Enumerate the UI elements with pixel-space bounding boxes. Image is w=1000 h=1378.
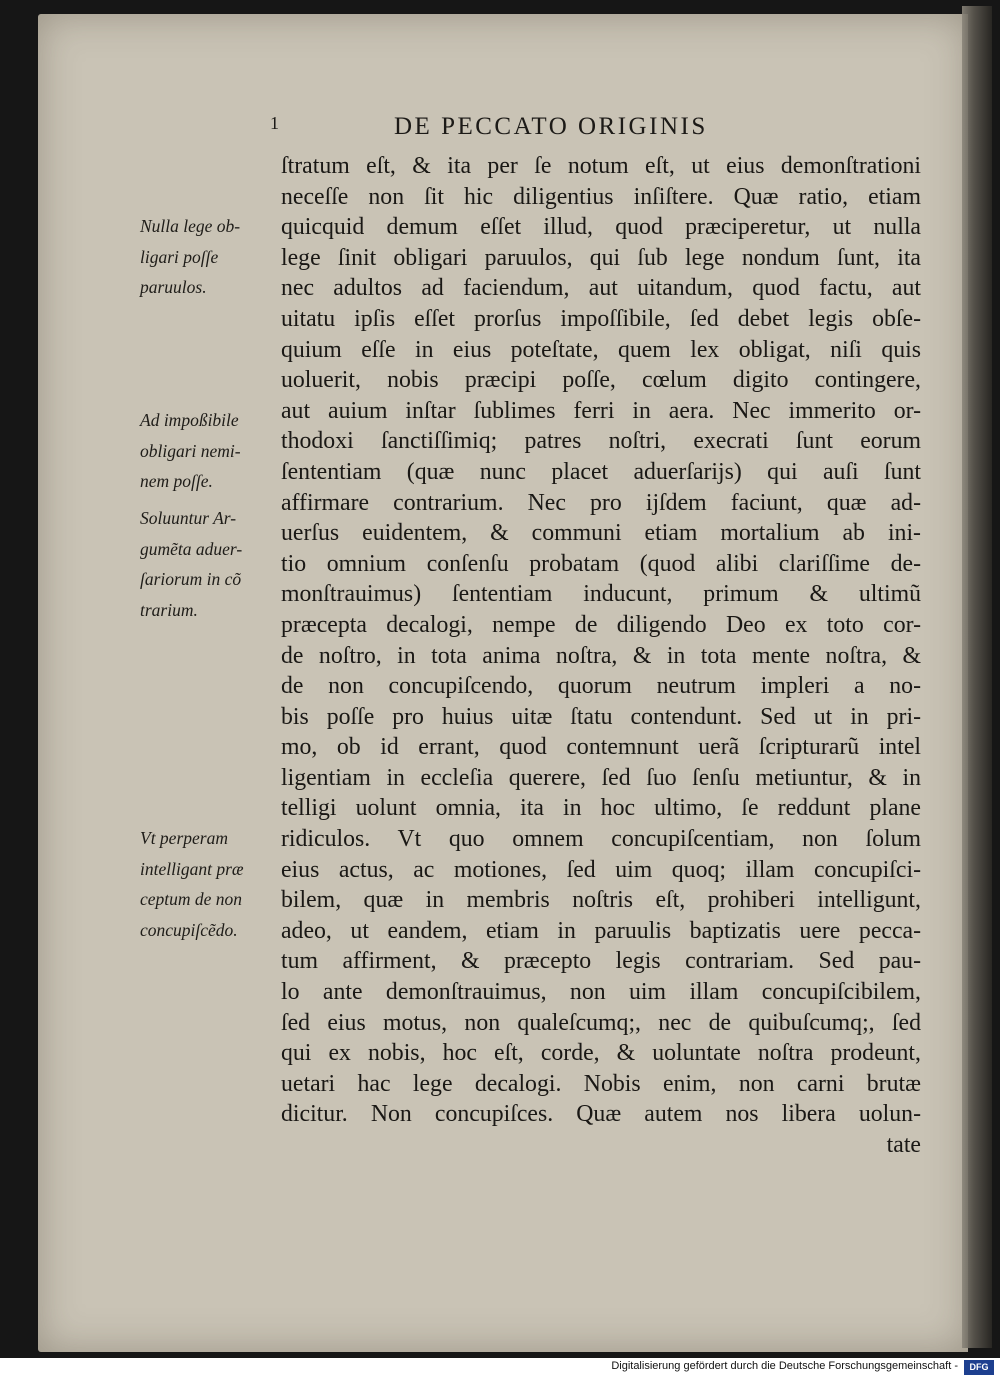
text-line: lo ante demonſtrauimus, non uim illam concupiſcibilem, [281, 979, 921, 1006]
text-line: uitatu ipſis eſſet prorſus impoſſibile, ſed debet legis obſe- [281, 305, 921, 332]
marginal-note-line: nem poſſe. [140, 471, 213, 492]
funding-credit: Digitalisierung gefördert durch die Deutsche Forschungsgemeinschaft - [611, 1360, 958, 1372]
text-line: uetari hac lege decalogi. Nobis enim, non carni brutæ [281, 1070, 921, 1097]
running-head-title: DE PECCATO ORIGINIS [394, 113, 708, 140]
marginal-note-line: ſariorum in cõ [140, 569, 242, 590]
running-head [270, 113, 790, 147]
marginal-note [140, 405, 270, 497]
text-line: adeo, ut eandem, etiam in paruulis baptizatis uere pecca- [281, 917, 921, 944]
text-line: bis poſſe pro huius uitæ ſtatu contendunt. Sed ut in pri- [281, 703, 921, 730]
text-line: uerſus euidentem, & communi etiam mortalium ab ini- [281, 520, 921, 547]
marginal-note-line: intelligant præ [140, 858, 244, 879]
text-line: bilem, quæ in membris noſtris eſt, prohiberi intelligunt, [281, 887, 921, 914]
marginal-note-line: ceptum de non [140, 889, 243, 910]
text-line: mo, ob id errant, quod contemnunt uerã ſcripturarũ intel [281, 734, 921, 761]
marginal-note-line: paruulos. [140, 277, 207, 298]
marginal-note [140, 503, 270, 625]
text-line: de non concupiſcendo, quorum neutrum impleri a no- [281, 673, 921, 700]
page-mark: 1 [270, 113, 282, 133]
marginal-note-line: Vt perperam [140, 828, 228, 848]
marginal-note-line: ligari poſſe [140, 246, 219, 267]
text-line: qui ex nobis, hoc eſt, corde, & uoluntate noſtra prodeunt, [281, 1040, 921, 1067]
marginal-note-line: Ad impoßibile [140, 410, 239, 430]
text-line: aut auium inſtar ſublimes ferri in aera. Nec immerito or- [281, 397, 921, 424]
marginal-note-line: trarium. [140, 599, 198, 620]
digitization-footer [0, 1358, 1000, 1378]
text-line: tio omnium conſenſu probatam (quod alibi clariſſime de- [281, 550, 921, 577]
text-line: quicquid demum eſſet illud, quod præciperetur, ut nulla [281, 214, 921, 241]
marginal-note-line: Nulla lege ob- [140, 216, 241, 236]
text-line: quium eſſe in eius poteſtate, quem lex obligat, niſi quis [281, 336, 921, 363]
catchword: tate [886, 1132, 921, 1158]
page-edge [962, 6, 992, 1348]
text-line: de noſtro, in tota anima noſtra, & in tota mente noſtra, & [281, 642, 921, 669]
main-text [281, 151, 921, 1161]
text-line: ridiculos. Vt quo omnem concupiſcentiam, non ſolum [281, 826, 921, 853]
text-line: dicitur. Non concupiſces. Quæ autem nos libera uolun- [281, 1101, 921, 1128]
text-line: eius actus, ac motiones, ſed uim quoq; illam concupiſci- [281, 856, 921, 883]
text-line: nec adultos ad faciendum, aut uitandum, quod factu, aut [281, 275, 921, 302]
text-line: ligentiam in eccleſia querere, ſed ſuo ſenſu metiuntur, & in [281, 764, 921, 791]
text-line: præcepta decalogi, nempe de diligendo Deo ex toto cor- [281, 611, 921, 638]
text-line: affirmare contrarium. Nec pro ijſdem faciunt, quæ ad- [281, 489, 921, 516]
marginal-note-line: gumẽta aduer- [140, 538, 243, 559]
text-line: monſtrauimus) ſententiam inducunt, primum & ultimũ [281, 581, 921, 608]
marginal-note-line: concupiſcẽdo. [140, 919, 238, 940]
text-line: ſententiam (quæ nunc placet aduerſarijs) qui auſi ſunt [281, 458, 921, 485]
text-line: lege ſinit obligari paruulos, qui ſub lege nondum ſunt, ita [281, 244, 921, 271]
text-line: ſtratum eſt, & ita per ſe notum eſt, ut eius demonſtrationi [281, 153, 921, 179]
text-line: tum affirment, & præcepto legis contrariam. Sed pau- [281, 948, 921, 975]
dfg-logo: DFG [964, 1360, 994, 1375]
text-line: telligi uolunt omnia, ita in hoc ultimo, ſe reddunt plane [281, 795, 921, 822]
marginal-note [140, 211, 270, 303]
text-line: neceſſe non ſit hic diligentius inſiſtere. Quæ ratio, etiam [281, 183, 921, 210]
text-line: thodoxi ſanctiſſimiq; patres noſtri, execrati ſunt eorum [281, 428, 921, 455]
text-line: ſed eius motus, non qualeſcumq;, nec de quibuſcumq;, ſed [281, 1009, 921, 1036]
marginal-note-line: obligari nemi- [140, 440, 241, 461]
marginal-note-line: Soluuntur Ar- [140, 508, 237, 528]
text-line: uoluerit, nobis præcipi poſſe, cœlum digito contingere, [281, 367, 921, 394]
marginal-note [140, 823, 270, 945]
